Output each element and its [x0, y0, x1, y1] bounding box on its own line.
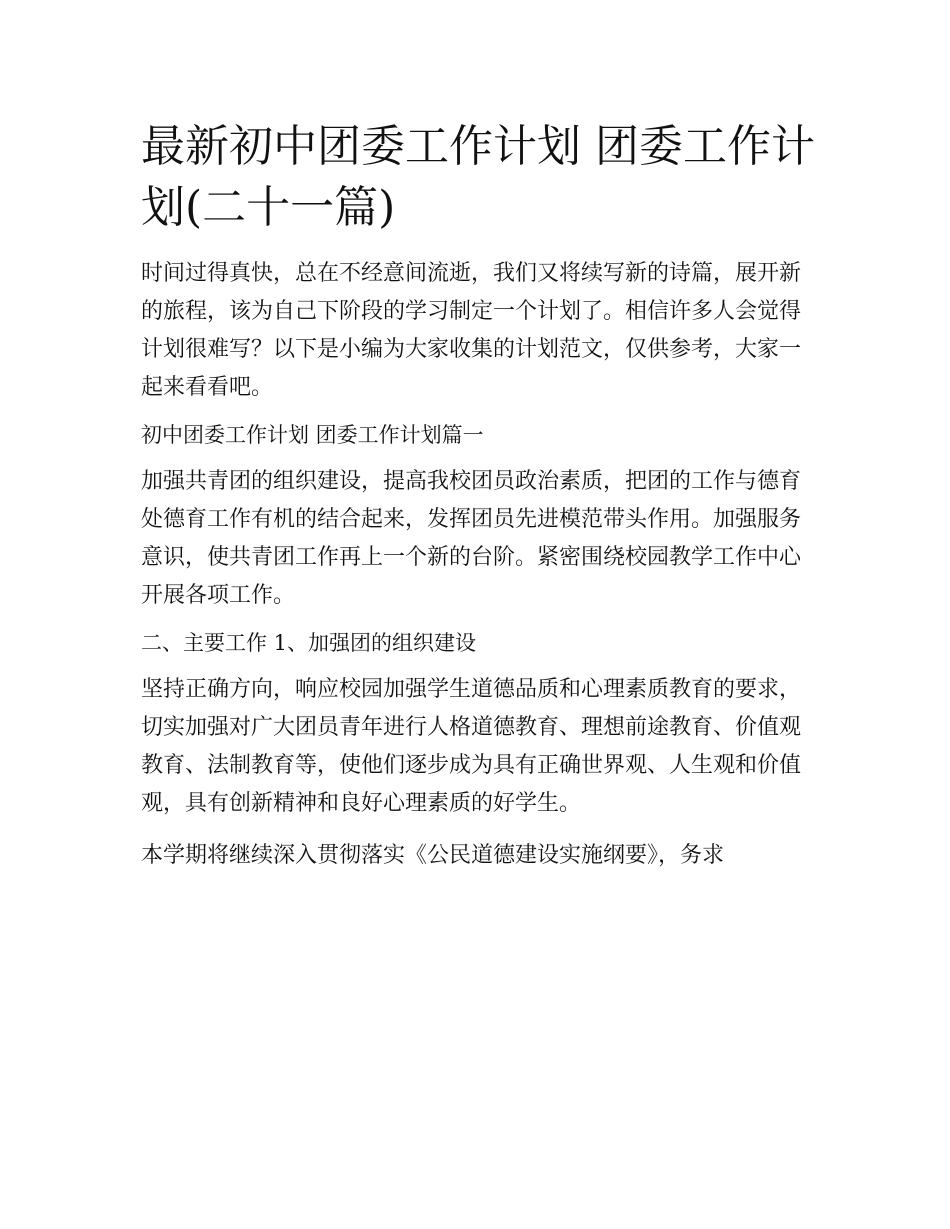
body-paragraph-1: 加强共青团的组织建设，提高我校团员政治素质，把团的工作与德育处德育工作有机的结合起来，发挥团员先进模范带头作用。加强服务意识，使共青团工作再上一个新的台阶。紧密围绕校园教学工作中心开展各项工作。 — [141, 469, 802, 608]
section-heading-2: 二、主要工作 1、加强团的组织建设 — [141, 631, 477, 655]
body-paragraph-3: 本学期将继续深入贯彻落实《公民道德建设实施纲要》，务求 — [141, 843, 725, 868]
body-paragraph-2: 坚持正确方向，响应校园加强学生道德品质和心理素质教育的要求，切实加强对广大团员青年进行人格道德教育、理想前途教育、价值观教育、法制教育等，使他们逐步成为具有正确世界观、人生观和价值观，具有创新精神和良好心理素质的好学生。 — [141, 677, 802, 816]
document-body — [141, 116, 816, 875]
section-heading-1: 初中团委工作计划 团委工作计划篇一 — [141, 423, 484, 447]
document-title: 最新初中团委工作计划 团委工作计划(二十一篇) — [141, 121, 815, 233]
intro-paragraph: 时间过得真快，总在不经意间流逝，我们又将续写新的诗篇，展开新的旅程，该为自己下阶段的学习制定一个计划了。相信许多人会觉得计划很难写？以下是小编为大家收集的计划范文，仅供参考，大家一起来看看吧。 — [141, 261, 802, 400]
